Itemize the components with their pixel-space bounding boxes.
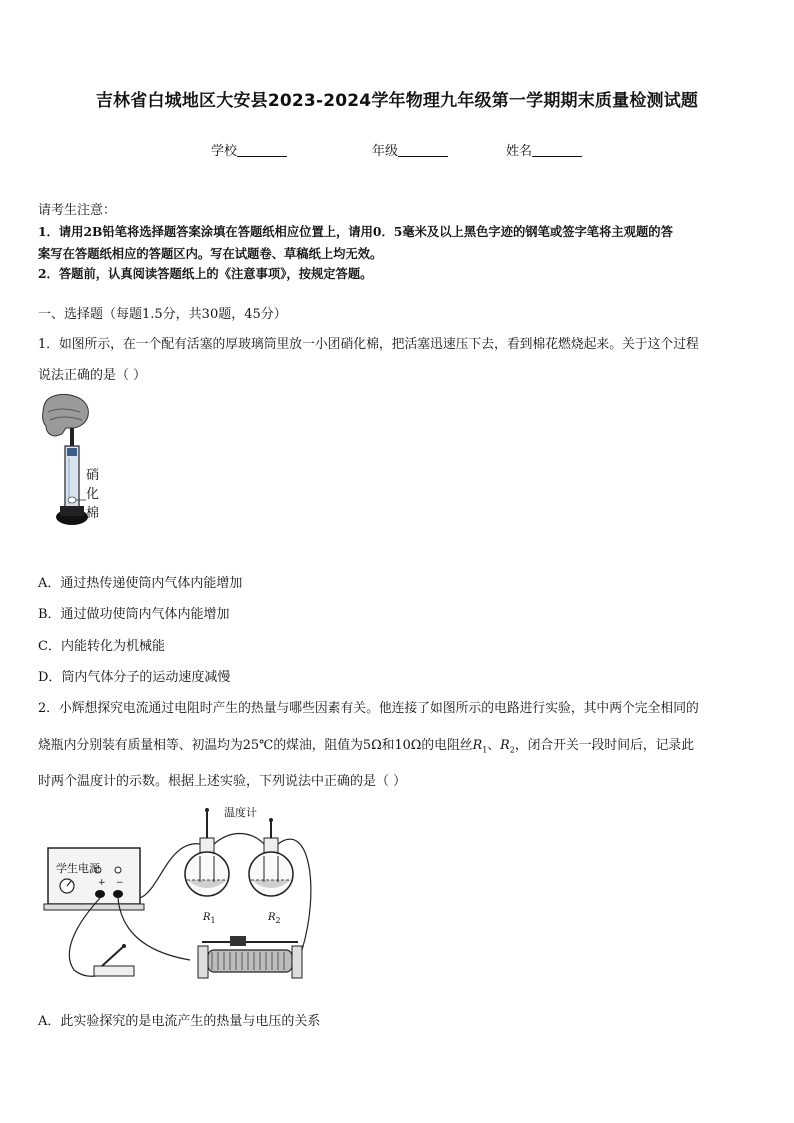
figure-r1-label: $R_1$ (203, 912, 216, 925)
q1-option-c: C．内能转化为机械能 (38, 639, 165, 654)
switch-base (94, 966, 134, 976)
q2-stem-text-a: 烧瓶内分别装有质量相等、初温均为25℃的煤油，阻值为5Ω和10Ω的电阻丝 (38, 738, 473, 753)
q2-stem-line2 (38, 734, 694, 755)
school-field (211, 140, 287, 159)
rheostat-coil (208, 950, 292, 972)
school-blank (237, 144, 287, 157)
plus-label: + (98, 878, 106, 888)
q2-circuit-figure (40, 800, 360, 1000)
name-blank (532, 144, 582, 157)
school-label: 学校 (211, 144, 238, 159)
q1-stem-line2: 说法正确的是（ ） (38, 368, 147, 383)
q1-stem-line1: 1．如图所示，在一个配有活塞的厚玻璃筒里放一小团硝化棉，把活塞迅速压下去，看到棉花燃烧起来。关于这个过程 (38, 337, 699, 352)
minus-label: − (116, 878, 124, 888)
cotton (68, 497, 76, 503)
piston-rod (70, 428, 74, 448)
thermometer-2-top (269, 818, 273, 822)
figure-r2-label: $R_2$ (268, 912, 281, 925)
power-indicator (115, 867, 121, 873)
flask-2 (249, 852, 293, 896)
thermometer-label: 温度计 (224, 806, 257, 819)
notice-heading: 请考生注意： (38, 203, 117, 218)
notice-item1-line2: 案写在答题纸相应的答题区内。写在试题卷、草稿纸上均无效。 (38, 246, 383, 261)
rheostat-end-right (292, 946, 302, 978)
q2-stem-line1: 2．小辉想探究电流通过电阻时产生的热量与哪些因素有关。他连接了如图所示的电路进行实验，其中两个完全相同的 (38, 701, 699, 716)
power-supply-box (48, 848, 140, 904)
section-heading: 一、选择题（每题1.5分，共30题，45分） (38, 307, 287, 322)
switch-lever (102, 946, 124, 966)
flask-1 (185, 852, 229, 896)
figure-label-hua: 化 (86, 487, 100, 502)
piston-head (67, 448, 77, 456)
negative-terminal (113, 890, 123, 898)
power-supply-label: 学生电源 (56, 862, 100, 875)
q2-option-a: A．此实验探究的是电流产生的热量与电压的关系 (38, 1014, 321, 1029)
switch-knob (122, 944, 126, 948)
notice-item2: 2．答题前，认真阅读答题纸上的《注意事项》，按规定答题。 (38, 266, 373, 281)
r2-symbol: $R_2$ (500, 738, 515, 755)
page-title: 吉林省白城地区大安县2023-2024学年物理九年级第一学期期末质量检测试题 (95, 91, 699, 111)
q1-option-a: A．通过热传递使筒内气体内能增加 (38, 576, 243, 591)
figure-label-xiao: 硝 (86, 468, 100, 483)
rheostat-end-left (198, 946, 208, 978)
q1-option-d: D．筒内气体分子的运动速度减慢 (38, 670, 231, 685)
notice-item1-line1: 1．请用2B铅笔将选择题答案涂填在答题纸相应位置上，请用0．5毫米及以上黑色字迹的钢笔或签字笔将主观题的答 (38, 224, 673, 239)
grade-field (372, 140, 448, 159)
figure-label-mian: 棉 (86, 506, 100, 521)
q1-figure (38, 392, 113, 532)
q2-stem-text-b: ，闭合开关一段时间后，记录此 (514, 738, 694, 753)
tube-base-top (60, 506, 84, 516)
thermometer-1-top (205, 808, 209, 812)
separator: 、 (487, 738, 501, 753)
r1-symbol: $R_1$ (472, 738, 488, 755)
q1-option-b: B．通过做功使筒内气体内能增加 (38, 607, 230, 622)
wire (214, 834, 264, 845)
name-field (506, 140, 582, 159)
q2-stem-line3: 时两个温度计的示数。根据上述实验，下列说法中正确的是（ ） (38, 774, 407, 789)
hand-shape (43, 394, 89, 436)
rheostat-slider (230, 936, 246, 946)
grade-label: 年级 (372, 144, 399, 159)
positive-terminal (95, 890, 105, 898)
grade-blank (398, 144, 448, 157)
name-label: 姓名 (506, 144, 533, 159)
